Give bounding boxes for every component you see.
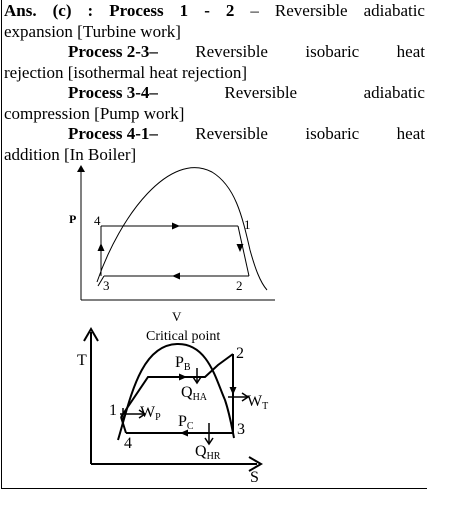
pv-x-axis-label: V — [172, 309, 182, 324]
ts-label-pc: PC — [178, 413, 194, 432]
process-word: heat — [396, 124, 425, 143]
process-4-1-heading: Process 4-1– — [68, 124, 158, 143]
pv-y-arrowhead — [77, 165, 85, 172]
process-2-3-desc: rejection [isothermal heat rejection] — [4, 62, 248, 82]
pv-arrow-4-1 — [172, 223, 180, 230]
pv-y-axis-label: P — [69, 212, 77, 226]
ts-critical-point-label: Critical point — [146, 329, 221, 344]
process-word: Reversible — [224, 83, 298, 102]
pv-arrow-2-3 — [172, 273, 180, 280]
answer-word: 2 — [225, 1, 235, 20]
process-word: adiabatic — [363, 83, 425, 102]
answer-word: Reversible — [274, 1, 348, 20]
answer-word: Process — [109, 1, 164, 20]
pv-point-4: 4 — [94, 213, 101, 228]
process-word: isobaric — [305, 124, 360, 143]
pv-saturation-dome — [97, 168, 267, 290]
process-4-1-desc: addition [In Boiler] — [4, 144, 137, 164]
ts-x-axis-label: S — [250, 469, 259, 486]
pv-arrow-3-4 — [98, 243, 105, 251]
process-2-3-heading: Process 2-3– — [68, 42, 158, 61]
answer-word: Ans. — [4, 1, 37, 20]
answer-word: : — [87, 1, 94, 20]
ts-arrow-turbine — [230, 387, 237, 395]
pv-cycle — [98, 226, 249, 286]
ts-label-pb: PB — [175, 354, 191, 373]
pv-point-2: 2 — [236, 278, 243, 293]
answer-word: (c) — [52, 1, 72, 20]
answer-line-2: expansion [Turbine work] — [4, 21, 181, 41]
ts-y-axis-label: T — [77, 352, 87, 369]
process-word: Reversible — [195, 124, 268, 143]
ts-label-qha: QHA — [181, 384, 208, 403]
pv-point-3: 3 — [103, 278, 110, 293]
ts-label-qhr: QHR — [195, 443, 221, 462]
answer-word: – — [250, 1, 259, 20]
ts-arrow-pb — [179, 374, 187, 381]
process-3-4-desc: compression [Pump work] — [4, 103, 185, 123]
answer-word: 1 — [179, 1, 189, 20]
process-word: heat — [396, 42, 425, 61]
ts-point-2: 2 — [236, 345, 244, 362]
ts-label-wp: WP — [140, 404, 161, 423]
ts-point-1: 1 — [109, 402, 117, 419]
answer-word: adiabatic — [363, 1, 425, 20]
process-3-4-heading: Process 3-4– — [68, 83, 158, 102]
ts-point-3: 3 — [237, 421, 245, 438]
ts-point-4: 4 — [124, 435, 132, 452]
ts-label-wt: WT — [247, 393, 269, 412]
pv-point-1: 1 — [244, 217, 251, 232]
answer-word: - — [204, 1, 210, 20]
process-word: Reversible — [195, 42, 268, 61]
process-word: isobaric — [305, 42, 360, 61]
